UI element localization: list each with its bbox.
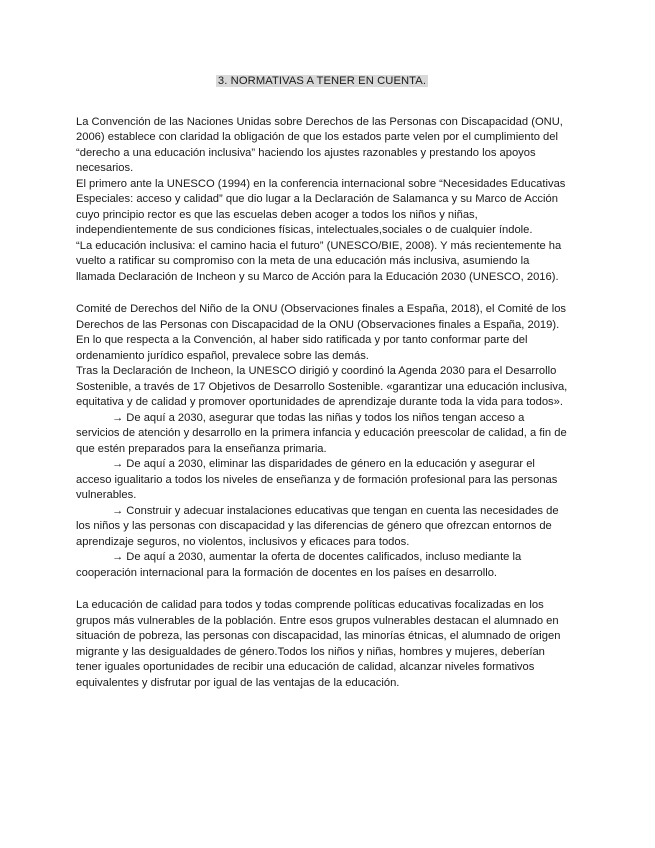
bullet-early-childhood: → De aquí a 2030, asegurar que todas las niñas y todos los niños tengan acceso a servicios de atención y desarrollo en la primera infancia y educación preescolar de calidad, a fin de que estén preparados para la enseñanza primaria. [76, 411, 567, 455]
paragraph-unesco-1994: El primero ante la UNESCO (1994) en la conferencia internacional sobre “Necesidades Educativas Especiales: acceso y calidad” que dio lugar a la Declaración de Salamanca y su Marco de Acción cuyo principio rector es que las escuelas deben acoger a todos los niños y niñas, independientemente de sus condiciones físicas, intelectuales,sociales o de cualquier índole. [76, 177, 566, 236]
paragraph-quality-education: La educación de calidad para todos y todas comprende políticas educativas focalizadas en los grupos más vulnerables de la población. Entre esos grupos vulnerables destacan el alumnado en situación de pobreza, las personas con discapacidad, las minorías étnicas, el alumnado de origen migrante y las desigualdades de género.Todos los niños y niñas, hombres y mujeres, deberían tener iguales oportunidades de recibir una educación de calidad, alcanzar niveles formativos equivalentes y disfrutar por igual de las ventajas de la educación. [76, 599, 561, 689]
section-heading-text: 3. NORMATIVAS A TENER EN CUENTA. [217, 75, 427, 87]
paragraph-onu-committees: Comité de Derechos del Niño de la ONU (Observaciones finales a España, 2018), el Comité de los Derechos de las Personas con Discapacidad de la ONU (Observaciones finales a España, 2019). En lo que respecta a la Convención, al haber sido ratificada y por tanto conformar parte del ordenamiento jurídico español, prevalece sobre las demás. [76, 303, 567, 362]
section-heading [76, 74, 568, 90]
document-page [76, 74, 568, 691]
paragraph-agenda-2030: Tras la Declaración de Incheon, la UNESCO dirigió y coordinó la Agenda 2030 para el Desarrollo Sostenible, a través de 17 Objetivos de Desarrollo Sostenible. «garantizar una educación inclusiva, equitativa y de calidad y promover oportunidades de aprendizaje durante toda la vida para todos». [76, 365, 568, 408]
bullet-teachers: → De aquí a 2030, aumentar la oferta de docentes calificados, incluso mediante la cooperación internacional para la formación de docentes en los países en desarrollo. [76, 551, 522, 579]
paragraph-convention: La Convención de las Naciones Unidas sobre Derechos de las Personas con Discapacidad (ONU, 2006) establece con claridad la obligación de que los estados parte velen por el cumplimiento del “derecho a una educación inclusiva” haciendo los ajustes razonables y prestando los apoyos necesarios. [76, 115, 563, 174]
bullet-facilities: → Construir y adecuar instalaciones educativas que tengan en cuenta las necesidades de los niños y las personas con discapacidad y las diferencias de género que ofrezcan entornos de aprendizaje seguros, no violentos, inclusivos y eficaces para todos. [76, 504, 559, 548]
bullet-gender-disparities: → De aquí a 2030, eliminar las disparidades de género en la educación y asegurar el acceso igualitario a todos los niveles de enseñanza y de formación profesional para las personas vulnerables. [76, 458, 558, 501]
paragraph-unesco-2008: “La educación inclusiva: el camino hacia el futuro” (UNESCO/BIE, 2008). Y más recientemente ha vuelto a ratificar su compromiso con la meta de una educación más inclusiva, asumiendo la llamada Declaración de Incheon y su Marco de Acción para la Educación 2030 (UNESCO, 2016). [76, 239, 562, 283]
